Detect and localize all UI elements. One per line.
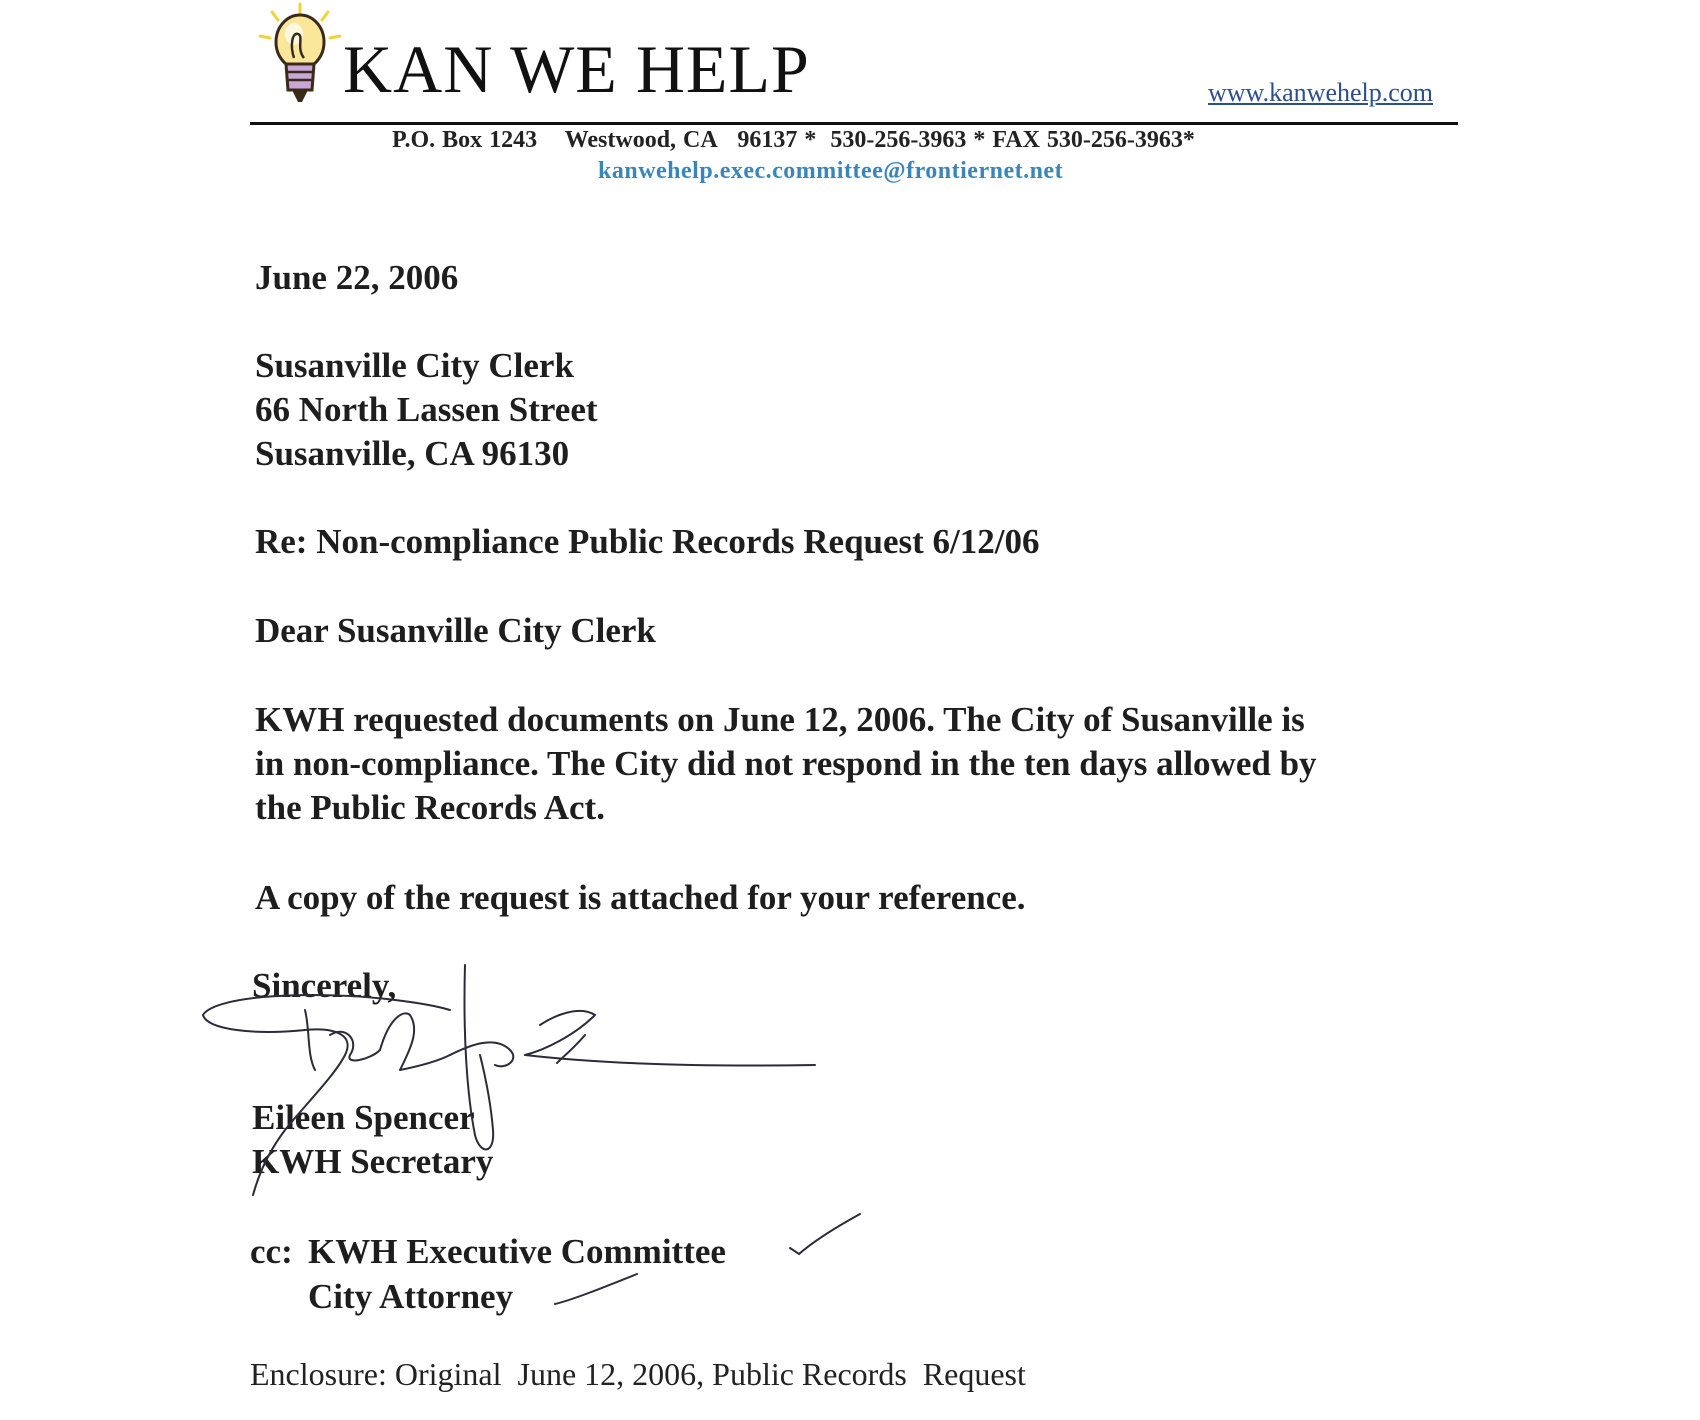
organization-name: KAN WE HELP	[343, 31, 810, 107]
cc-recipient: City Attorney	[308, 1277, 514, 1316]
email-link[interactable]: kanwehelp.exec.committee@frontiernet.net	[598, 158, 1064, 184]
signer-title: KWH Secretary	[252, 1142, 494, 1181]
lightbulb-icon	[250, 0, 350, 110]
check-mark-icon	[785, 1210, 865, 1260]
signer-name: Eileen Spencer	[252, 1098, 475, 1137]
subject-line: Re: Non-compliance Public Records Request 6/12/06	[255, 522, 1040, 561]
salutation: Dear Susanville City Clerk	[255, 611, 656, 650]
website-link[interactable]: www.kanwehelp.com	[1208, 78, 1434, 107]
body-paragraph: A copy of the request is attached for your reference.	[255, 878, 1026, 917]
cc-row	[250, 1275, 726, 1320]
closing: Sincerely,	[252, 966, 397, 1005]
letter-date: June 22, 2006	[255, 258, 459, 297]
enclosure-note: Enclosure: Original June 12, 2006, Public Records Request	[250, 1356, 1026, 1392]
recipient-line: Susanville City Clerk	[255, 346, 574, 385]
signer-block	[252, 1096, 493, 1184]
recipient-line: Susanville, CA 96130	[255, 434, 570, 473]
cc-recipient: KWH Executive Committee	[308, 1232, 726, 1271]
address-line: P.O. Box 1243 Westwood, CA 96137 * 530-256-3963 * FAX 530-256-3963*	[392, 127, 1195, 153]
cc-row	[250, 1230, 726, 1275]
paragraph-line: the Public Records Act.	[255, 788, 605, 827]
check-mark-icon	[552, 1270, 642, 1310]
cc-block	[250, 1230, 726, 1320]
recipient-line: 66 North Lassen Street	[255, 390, 598, 429]
paragraph-line: in non-compliance. The City did not respond in the ten days allowed by	[255, 744, 1317, 783]
paragraph-line: KWH requested documents on June 12, 2006. The City of Susanville is	[255, 700, 1305, 739]
letterhead-divider	[250, 122, 1458, 125]
cc-label: cc:	[250, 1232, 293, 1271]
recipient-address	[255, 344, 598, 476]
body-paragraph	[255, 698, 1317, 830]
